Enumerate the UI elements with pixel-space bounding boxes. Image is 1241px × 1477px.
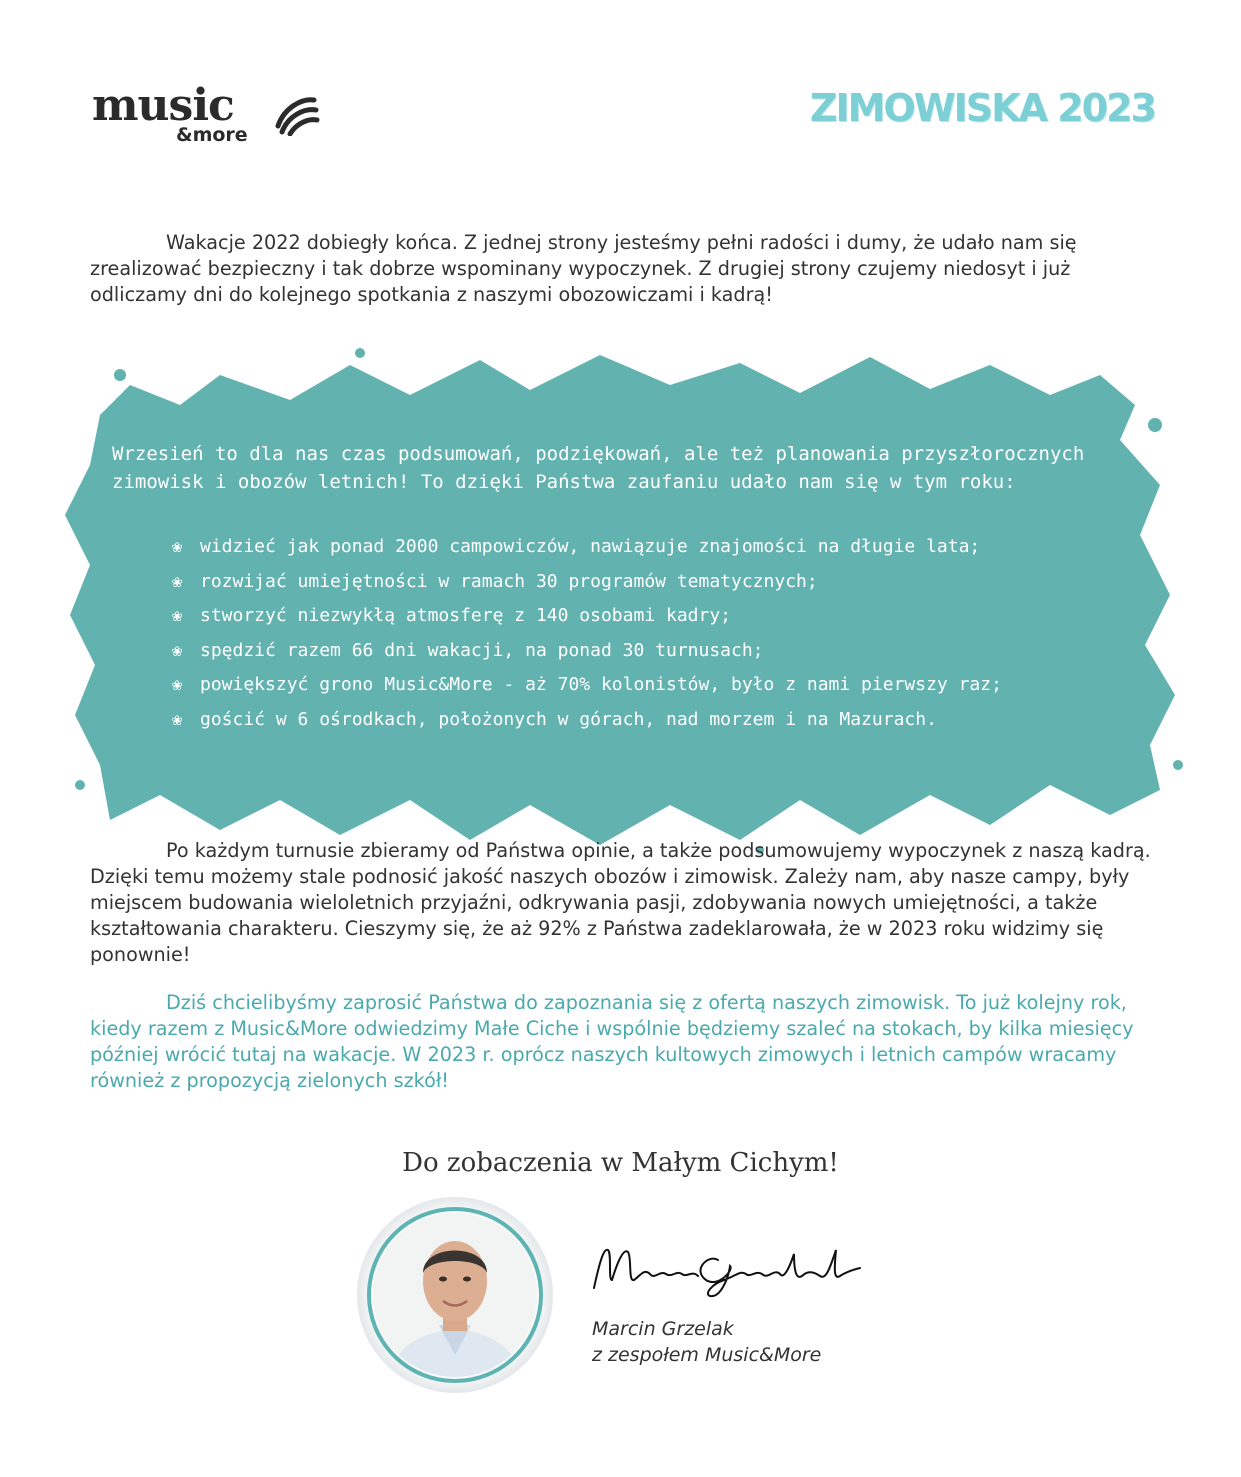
highlight-intro: Wrzesień to dla nas czas podsumowań, podziękowań, ale też planowania przyszłorocznych zimowisk i obozów letnich! To dzięki Państwa zaufaniu udało nam się w tym roku: — [112, 443, 1085, 493]
list-item-text: powiększyć grono Music&More - aż 70% kolonistów, było z nami pierwszy raz; — [200, 674, 1002, 695]
author-portrait — [355, 1195, 555, 1395]
logo-swirl-icon — [270, 86, 320, 136]
flower-bullet-icon: ❀ — [172, 571, 183, 592]
list-item-text: rozwijać umiejętności w ramach 30 programów tematycznych; — [200, 570, 818, 592]
intro-paragraph: Wakacje 2022 dobiegły końca. Z jednej strony jesteśmy pełni radości i dumy, że udało nam się zrealizować bezpieczny i tak dobrze wspominany wypoczynek. Z drugiej strony czujemy niedosyt i już odliczamy dni do kolejnego spotkania z naszymi obozowiczami i kadrą! — [90, 231, 1077, 306]
list-item — [172, 565, 1002, 600]
flower-bullet-icon: ❀ — [172, 606, 183, 626]
signature-team: z zespołem Music&More — [592, 1344, 822, 1366]
signature-name: Marcin Grzelak — [592, 1318, 734, 1340]
list-item-text: stworzyć niezwykłą atmosferę z 140 osobami kadry; — [200, 605, 732, 626]
list-item — [172, 668, 1002, 703]
logo-word: music — [92, 80, 234, 131]
flower-bullet-icon: ❀ — [172, 537, 183, 557]
logo-sub: &more — [176, 124, 248, 146]
closing-line: Do zobaczenia w Małym Cichym! — [402, 1148, 839, 1178]
list-item — [172, 599, 1002, 634]
list-item — [172, 703, 1002, 738]
paragraph-two: Po każdym turnusie zbieramy od Państwa opinie, a także podsumowujemy wypoczynek z naszą kadrą. Dzięki temu możemy stale podnosić jakość naszych obozów i zimowisk. Zależy nam, aby nasze campy, były miejscem budowania wieloletnich przyjaźni, odkrywania pasji, zdobywania nowych umiejętności, a także kształtowania charakteru. Cieszymy się, że aż 92% z Państwa zadeklarowała, że w 2023 roku widzimy się ponownie! — [90, 839, 1151, 966]
flower-bullet-icon: ❀ — [172, 675, 183, 695]
list-item — [172, 530, 1002, 565]
brand-title: ZIMOWISKA 2023 — [809, 86, 1155, 130]
list-item — [172, 634, 1002, 669]
flower-bullet-icon: ❀ — [172, 709, 183, 730]
list-item-text: widzieć jak ponad 2000 campowiczów, nawiązuje znajomości na długie lata; — [200, 536, 981, 557]
list-item-text: gościć w 6 ośrodkach, położonych w górach, nad morzem i na Mazurach. — [200, 708, 937, 730]
handwritten-signature — [588, 1240, 878, 1300]
flower-bullet-icon: ❀ — [172, 640, 183, 661]
list-item-text: spędzić razem 66 dni wakacji, na ponad 30 turnusach; — [200, 639, 764, 661]
music-and-more-logo — [92, 80, 332, 154]
paragraph-three: Dziś chcielibyśmy zaprosić Państwa do zapoznania się z ofertą naszych zimowisk. To już kolejny rok, kiedy razem z Music&More odwiedzimy Małe Ciche i wspólnie będziemy szaleć na stokach, by kilka miesięcy później wrócić tutaj na wakacje. W 2023 r. oprócz naszych kultowych zimowych i letnich campów wracamy również z propozycją zielonych szkół! — [90, 991, 1134, 1092]
highlight-list — [172, 530, 1002, 737]
